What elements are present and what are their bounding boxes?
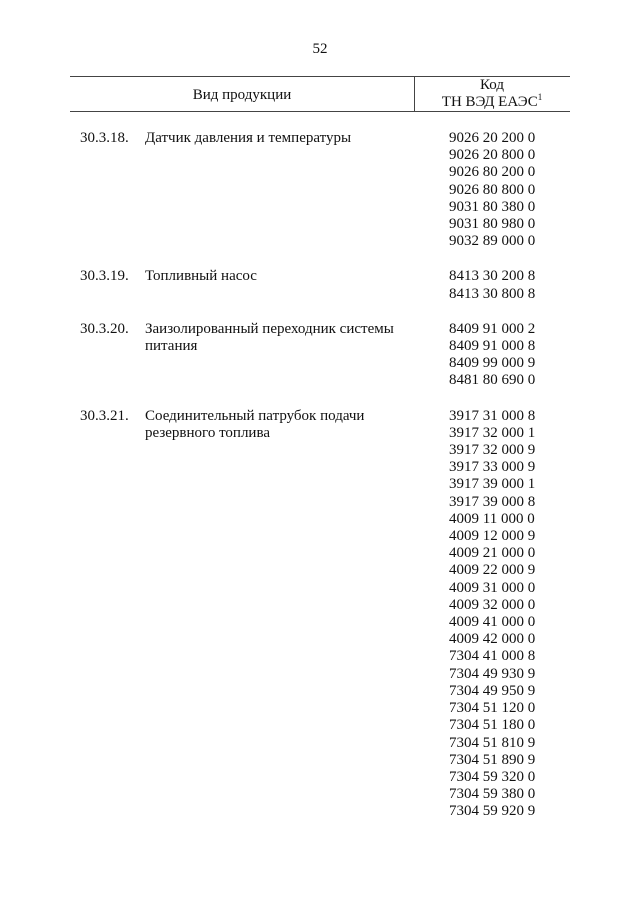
tn-ved-code: 8413 30 800 8 (449, 285, 536, 302)
tn-ved-code: 4009 32 000 0 (449, 596, 536, 613)
tn-ved-code: 4009 11 000 0 (449, 510, 535, 527)
tn-ved-code: 7304 41 000 8 (449, 648, 536, 665)
page-number: 52 (312, 41, 328, 57)
tn-ved-code: 8481 80 690 0 (449, 372, 536, 389)
code-list (449, 268, 640, 302)
tn-ved-code: 3917 32 000 9 (449, 442, 536, 459)
column-header-code-line2 (414, 94, 570, 111)
tn-ved-code: 4009 42 000 0 (449, 631, 536, 648)
product-name: Заизолированный переходник системы питания (145, 320, 394, 355)
table-row (0, 408, 640, 821)
column-header-product-type: Вид продукции (192, 87, 292, 103)
tn-ved-code: 8409 99 000 9 (449, 355, 536, 372)
product-table-body (0, 130, 640, 821)
code-list (449, 130, 640, 250)
table-header-bottom-rule (70, 111, 570, 112)
tn-ved-code: 9026 20 800 0 (449, 147, 536, 164)
table-row (0, 321, 640, 390)
tn-ved-code: 8413 30 200 8 (449, 268, 536, 285)
code-list (449, 408, 640, 821)
tn-ved-code: 3917 31 000 8 (449, 407, 536, 424)
tn-ved-code: 4009 41 000 0 (449, 614, 536, 631)
product-name: Соединительный патрубок подачи резервного топлива (145, 407, 365, 441)
table-row (0, 268, 640, 302)
product-name: Датчик давления и температуры (145, 130, 352, 146)
code-list (449, 321, 640, 390)
row-number: 30.3.21. (80, 407, 129, 424)
tn-ved-code: 3917 39 000 8 (449, 493, 536, 510)
tn-ved-code: 9026 20 200 0 (449, 130, 536, 146)
tn-ved-code: 7304 51 180 0 (449, 717, 536, 734)
tn-ved-code: 8409 91 000 8 (449, 338, 536, 355)
tn-ved-code: 7304 49 950 9 (449, 682, 536, 699)
tn-ved-code: 7304 51 890 9 (449, 751, 536, 768)
tn-ved-code: 9026 80 800 0 (449, 181, 536, 198)
tn-ved-code: 3917 33 000 9 (449, 459, 536, 476)
tn-ved-code: 7304 59 380 0 (449, 786, 536, 803)
tn-ved-code: 3917 39 000 1 (449, 476, 536, 493)
tn-ved-code: 7304 51 120 0 (449, 700, 536, 717)
row-number: 30.3.20. (80, 320, 129, 337)
tn-ved-code: 4009 12 000 9 (449, 528, 536, 545)
tn-ved-code: 4009 31 000 0 (449, 579, 536, 596)
tn-ved-code: 9026 80 200 0 (449, 164, 536, 181)
product-name: Топливный насос (145, 268, 257, 285)
tn-ved-code: 8409 91 000 2 (449, 320, 536, 337)
footnote-marker: 1 (537, 92, 543, 102)
tn-ved-code: 9032 89 000 0 (449, 233, 536, 250)
tn-ved-code: 4009 22 000 9 (449, 562, 536, 579)
column-header-code-text: ТН ВЭД ЕАЭС (441, 94, 538, 110)
row-number: 30.3.18. (80, 130, 129, 146)
tn-ved-code: 4009 21 000 0 (449, 545, 536, 562)
tn-ved-code: 7304 59 320 0 (449, 768, 536, 785)
tn-ved-code: 7304 49 930 9 (449, 665, 536, 682)
column-header-code (414, 77, 570, 111)
table-row (0, 130, 640, 250)
tn-ved-code: 9031 80 980 0 (449, 216, 536, 233)
tn-ved-code: 9031 80 380 0 (449, 198, 536, 215)
tn-ved-code: 7304 51 810 9 (449, 734, 536, 751)
tn-ved-code: 7304 59 920 9 (449, 803, 536, 820)
tn-ved-code: 3917 32 000 1 (449, 424, 536, 441)
column-header-code-line1: Код (480, 77, 504, 93)
row-number: 30.3.19. (80, 268, 129, 285)
